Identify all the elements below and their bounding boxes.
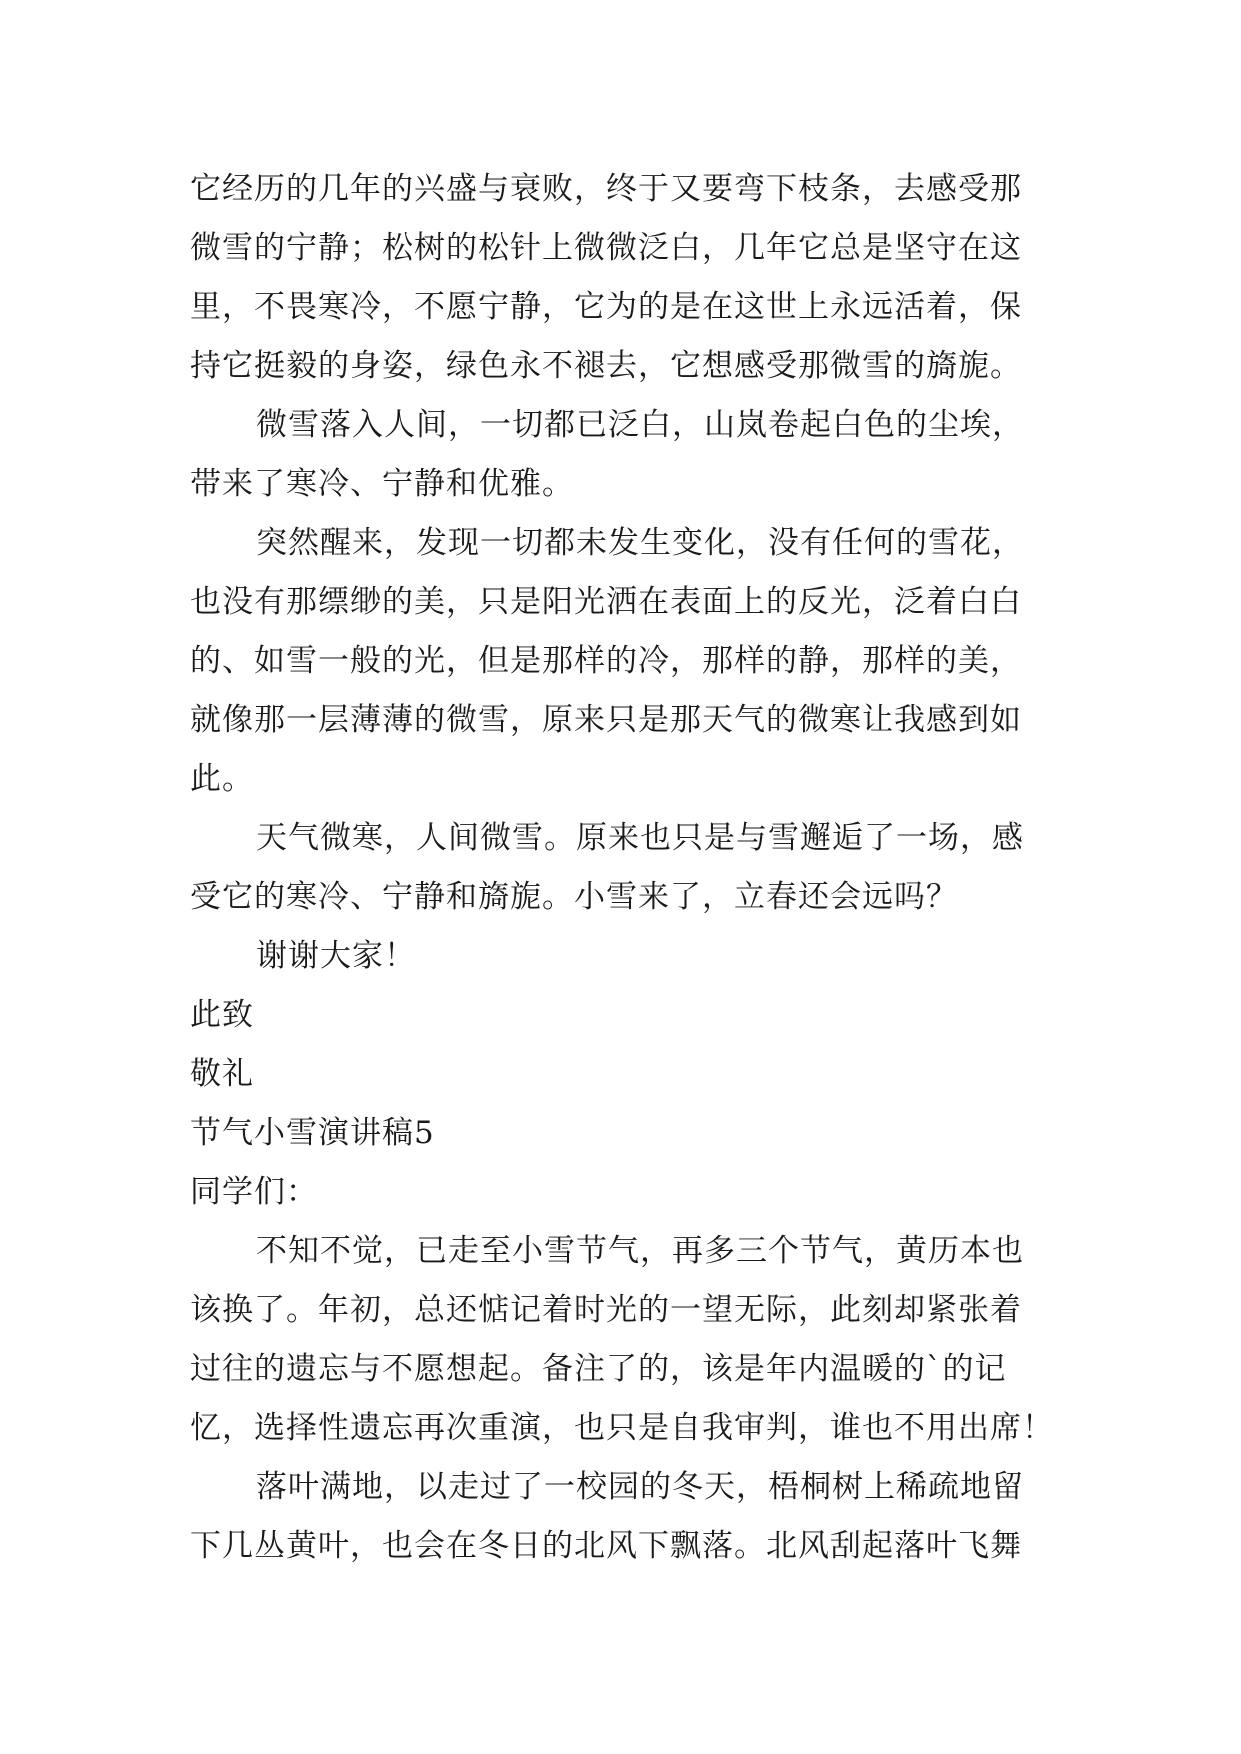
section-title: 节气小雪演讲稿5 [190, 1115, 435, 1151]
text-line: 的、如雪一般的光，但是那样的冷，那样的静，那样的美， [190, 643, 1022, 679]
text-line: 微雪的宁静；松树的松针上微微泛白，几年它总是坚守在这 [190, 230, 1022, 266]
text-line: 就像那一层薄薄的微雪，原来只是那天气的微寒让我感到如 [190, 702, 1022, 738]
text-line: 过往的遗忘与不愿想起。备注了的，该是年内温暖的`的记 [190, 1351, 1007, 1387]
salutation-line: 同学们： [190, 1174, 318, 1210]
text-line: 里，不畏寒冷，不愿宁静，它为的是在这世上永远活着，保 [190, 289, 1022, 325]
text-line: 也没有那缥缈的美，只是阳光洒在表面上的反光，泛着白白 [190, 584, 1022, 620]
text-line: 下几丛黄叶，也会在冬日的北风下飘落。北风刮起落叶飞舞 [190, 1528, 1022, 1564]
text-line: 带来了寒冷、宁静和优雅。 [190, 466, 574, 502]
paragraph-start-line: 天气微寒，人间微雪。原来也只是与雪邂逅了一场，感 [256, 820, 1024, 856]
paragraph-start-line: 突然醒来，发现一切都未发生变化，没有任何的雪花， [256, 525, 1024, 561]
paragraph-start-line: 不知不觉，已走至小雪节气，再多三个节气，黄历本也 [256, 1233, 1024, 1269]
text-line: 该换了。年初，总还惦记着时光的一望无际，此刻却紧张着 [190, 1292, 1022, 1328]
closing-salute: 敬礼 [190, 1056, 254, 1092]
paragraph-start-line: 落叶满地，以走过了一校园的冬天，梧桐树上稀疏地留 [256, 1469, 1024, 1505]
closing-line: 此致 [190, 997, 254, 1033]
text-line: 忆，选择性遗忘再次重演，也只是自我审判，谁也不用出席！ [190, 1410, 1054, 1446]
document-body [190, 160, 1070, 1576]
text-line: 此。 [190, 761, 254, 797]
text-line: 持它挺毅的身姿，绿色永不褪去，它想感受那微雪的旖旎。 [190, 348, 1022, 384]
text-line: 受它的寒冷、宁静和旖旎。小雪来了，立春还会远吗？ [190, 879, 958, 915]
paragraph-start-line: 微雪落入人间，一切都已泛白，山岚卷起白色的尘埃， [256, 407, 1024, 443]
thanks-line: 谢谢大家！ [256, 938, 416, 974]
text-line: 它经历的几年的兴盛与衰败，终于又要弯下枝条，去感受那 [190, 171, 1022, 207]
